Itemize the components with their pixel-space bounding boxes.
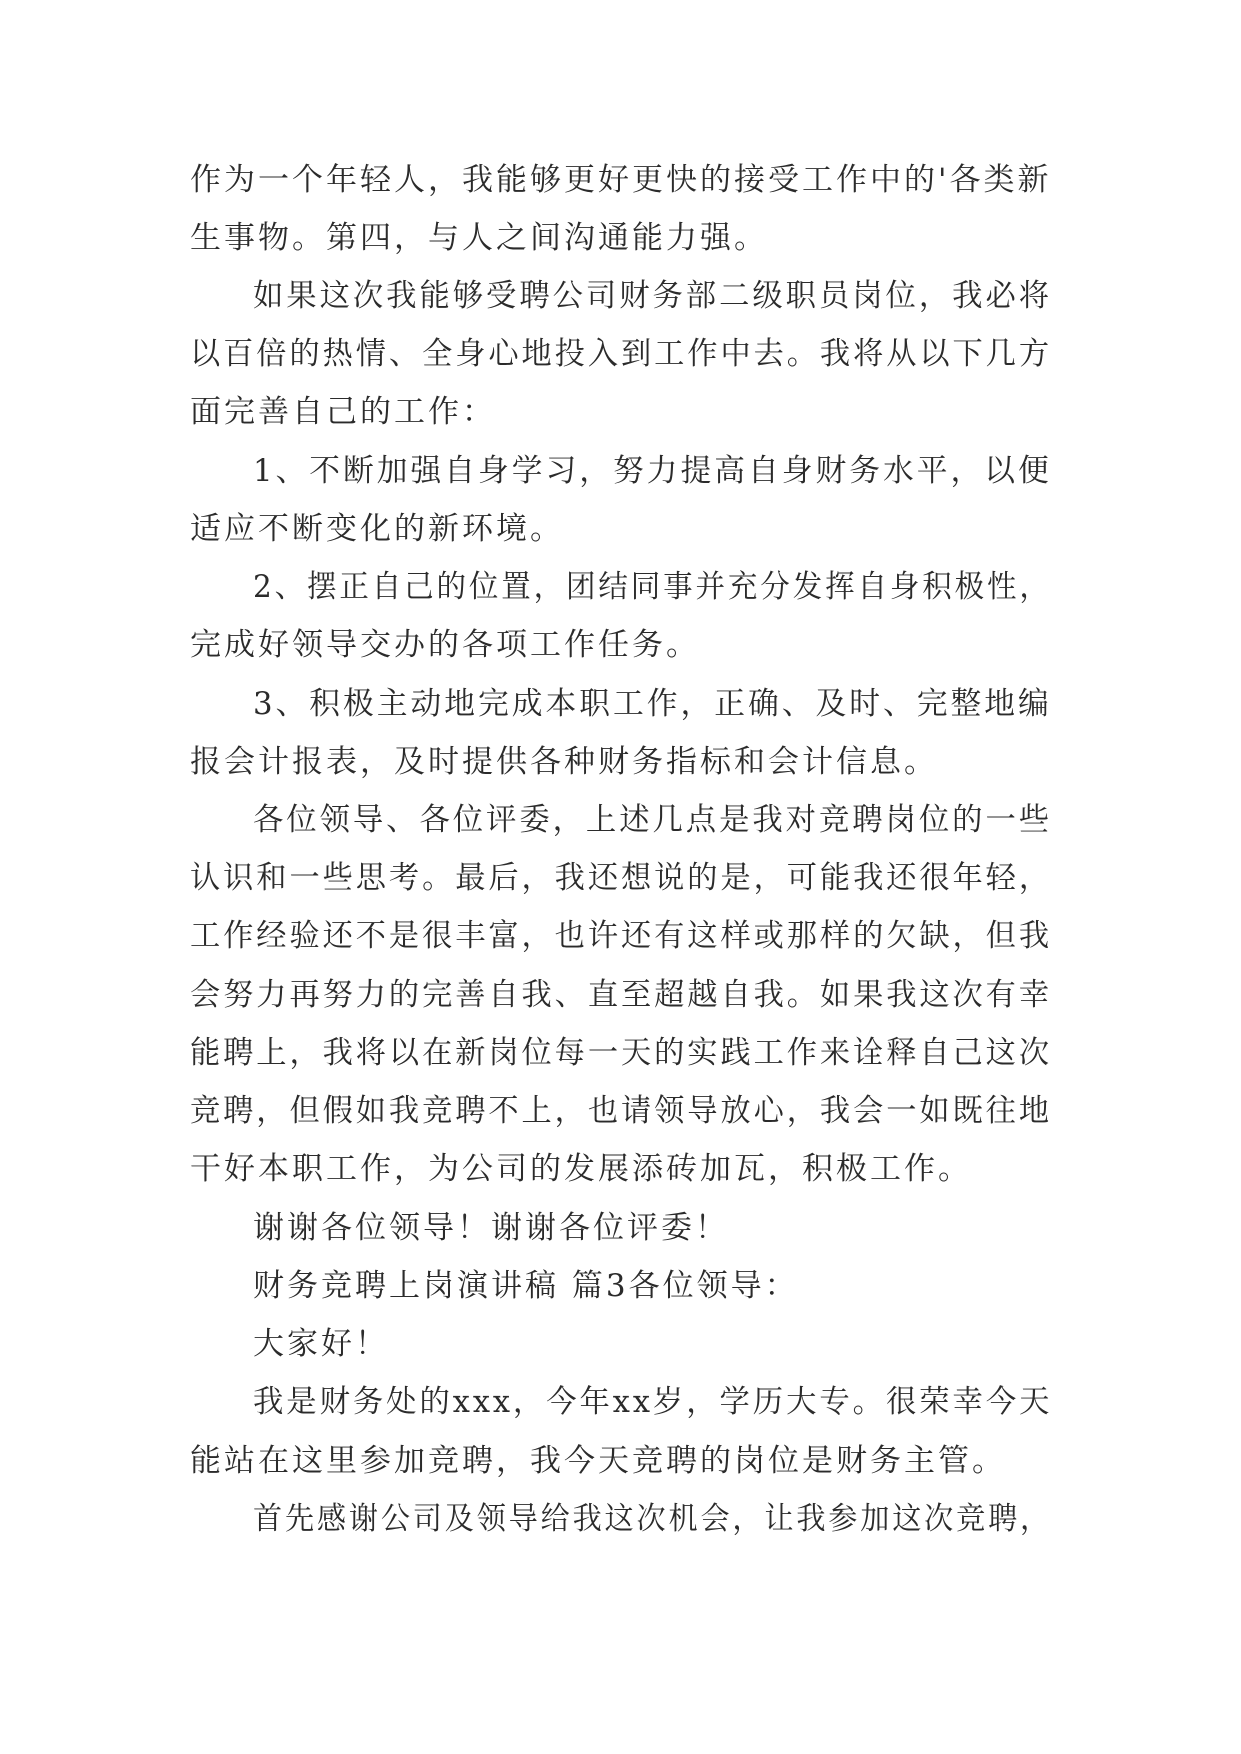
text-line: 能聘上，我将以在新岗位每一天的实践工作来诠释自己这次 — [190, 1035, 1052, 1071]
text-line: 完成好领导交办的各项工作任务。 — [190, 627, 700, 663]
text-line: 干好本职工作，为公司的发展添砖加瓦，积极工作。 — [190, 1151, 972, 1187]
text-line: 我是财务处的xxx，今年xx岁，学历大专。很荣幸今天 — [253, 1384, 1053, 1420]
text-line: 大家好！ — [253, 1326, 389, 1362]
text-line: 认识和一些思考。最后，我还想说的是，可能我还很年轻， — [190, 860, 1052, 896]
text-line: 2、摆正自己的位置，团结同事并充分发挥自身积极性， — [253, 569, 1052, 605]
text-line: 报会计报表，及时提供各种财务指标和会计信息。 — [190, 744, 938, 780]
text-line: 工作经验还不是很丰富，也许还有这样或那样的欠缺，但我 — [190, 918, 1052, 954]
text-line: 竞聘，但假如我竞聘不上，也请领导放心，我会一如既往地 — [190, 1093, 1052, 1129]
text-line: 能站在这里参加竞聘，我今天竞聘的岗位是财务主管。 — [190, 1443, 1006, 1479]
text-line: 1、不断加强自身学习，努力提高自身财务水平，以便 — [253, 453, 1052, 489]
text-line: 生事物。第四，与人之间沟通能力强。 — [190, 220, 768, 256]
text-line: 谢谢各位领导！谢谢各位评委！ — [253, 1210, 729, 1246]
text-line: 适应不断变化的新环境。 — [190, 511, 564, 547]
text-line: 首先感谢公司及领导给我这次机会，让我参加这次竞聘， — [253, 1501, 1052, 1537]
text-line: 财务竞聘上岗演讲稿 篇3各位领导： — [253, 1268, 799, 1304]
text-line: 面完善自己的工作： — [190, 394, 496, 430]
text-line: 以百倍的热情、全身心地投入到工作中去。我将从以下几方 — [190, 336, 1052, 372]
text-line: 会努力再努力的完善自我、直至超越自我。如果我这次有幸 — [190, 977, 1052, 1013]
text-line: 如果这次我能够受聘公司财务部二级职员岗位，我必将 — [253, 278, 1053, 314]
text-line: 各位领导、各位评委，上述几点是我对竞聘岗位的一些 — [253, 802, 1053, 838]
text-line: 3、积极主动地完成本职工作，正确、及时、完整地编 — [253, 686, 1052, 722]
text-line: 作为一个年轻人，我能够更好更快的接受工作中的'各类新 — [190, 162, 1052, 198]
